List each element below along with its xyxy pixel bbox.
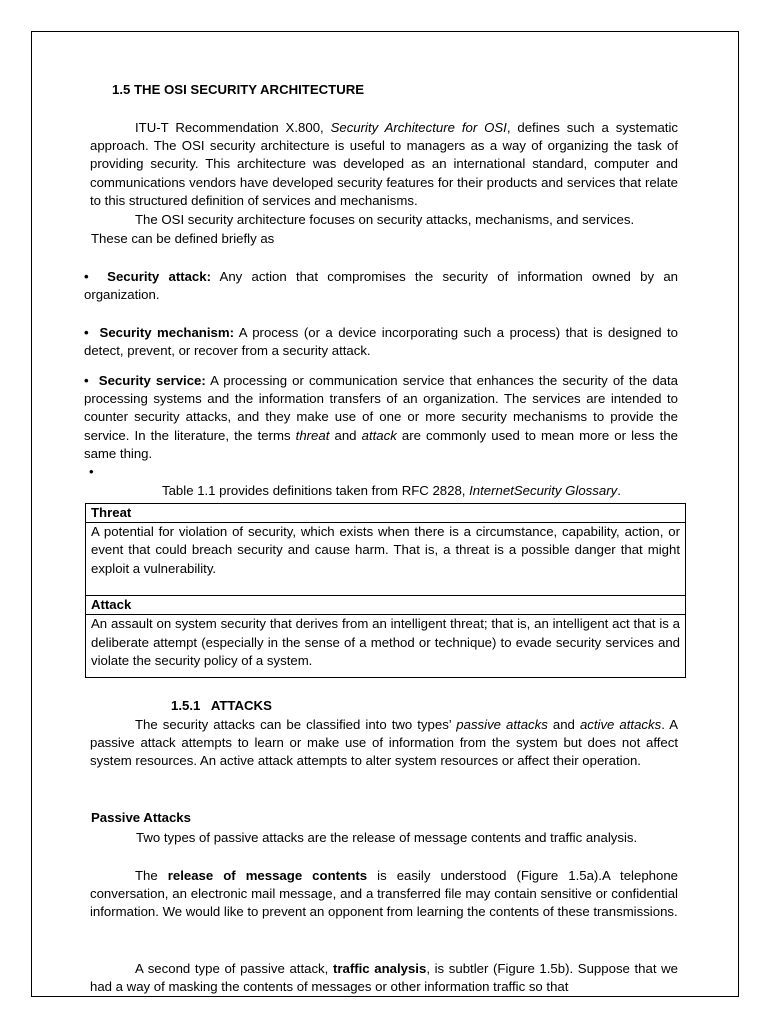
empty-bullet: • — [89, 464, 94, 479]
intro-paragraph-2-line1: The OSI security architecture focuses on security attacks, mechanisms, and services. — [135, 212, 635, 227]
attacks-paragraph: The security attacks can be classified into two types’ passive attacks and active attacks. A passive attack attempts to learn or make use of information from the system but does not affect system resources. An active attack attempts to alter system resources or affect their operation. — [90, 717, 678, 769]
bullet-security-service: • Security service: A processing or communication service that enhances the security of the data processing systems and the information transfers of an organization. The services are intended to counter security attacks, and they make use of one or more security mechanisms to provide the service. In the literature, the terms threat and attack are commonly used to mean more or less the same thing. — [84, 373, 678, 461]
table-row — [86, 523, 686, 596]
table-term-attack: Attack — [86, 596, 686, 615]
table-row — [86, 596, 686, 615]
table-caption: Table 1.1 provides definitions taken from RFC 2828, InternetSecurity Glossary. — [162, 483, 621, 498]
section-title: 1.5 THE OSI SECURITY ARCHITECTURE — [112, 82, 365, 97]
table-term-threat: Threat — [86, 504, 686, 523]
bullet-security-mechanism: • Security mechanism: A process (or a device incorporating such a process) that is designed to detect, prevent, or recover from a security attack. — [84, 325, 678, 359]
passive-attacks-heading: Passive Attacks — [91, 810, 191, 825]
table-definition-attack: An assault on system security that derives from an intelligent threat; that is, an intelligent act that is a deliberate attempt (especially in the sense of a method or technique) to evade security services and violate the security policy of a system. — [86, 615, 686, 678]
intro-paragraph-2-line2: These can be defined briefly as — [91, 231, 275, 246]
passive-paragraph-3: A second type of passive attack, traffic analysis, is subtler (Figure 1.5b). Suppose that we had a way of masking the contents of messages or other information traffic so that — [90, 961, 678, 995]
passive-paragraph-2: The release of message contents is easily understood (Figure 1.5a).A telephone conversation, an electronic mail message, and a transferred file may contain sensitive or confidential information. We would like to prevent an opponent from learning the contents of these transmissions. — [90, 868, 678, 920]
table-definition-threat: A potential for violation of security, which exists when there is a circumstance, capability, action, or event that could breach security and cause harm. That is, a threat is a possible danger that might exploit a vulnerability. — [86, 523, 686, 596]
attacks-heading: 1.5.1 ATTACKS — [171, 698, 272, 713]
passive-paragraph-1: Two types of passive attacks are the release of message contents and traffic analysis. — [136, 830, 638, 845]
intro-paragraph: ITU-T Recommendation X.800, Security Architecture for OSI, defines such a systematic approach. The OSI security architecture is useful to managers as a way of organizing the task of providing security. This architecture was developed as an international standard, computer and communications vendors have developed security features for their products and services that relate to this structured definition of services and mechanisms. — [90, 120, 678, 208]
table-row — [86, 615, 686, 678]
bullet-security-attack: • Security attack: Any action that compromises the security of information owned by an organization. — [84, 269, 679, 303]
definitions-table — [85, 503, 686, 678]
table-row — [86, 504, 686, 523]
